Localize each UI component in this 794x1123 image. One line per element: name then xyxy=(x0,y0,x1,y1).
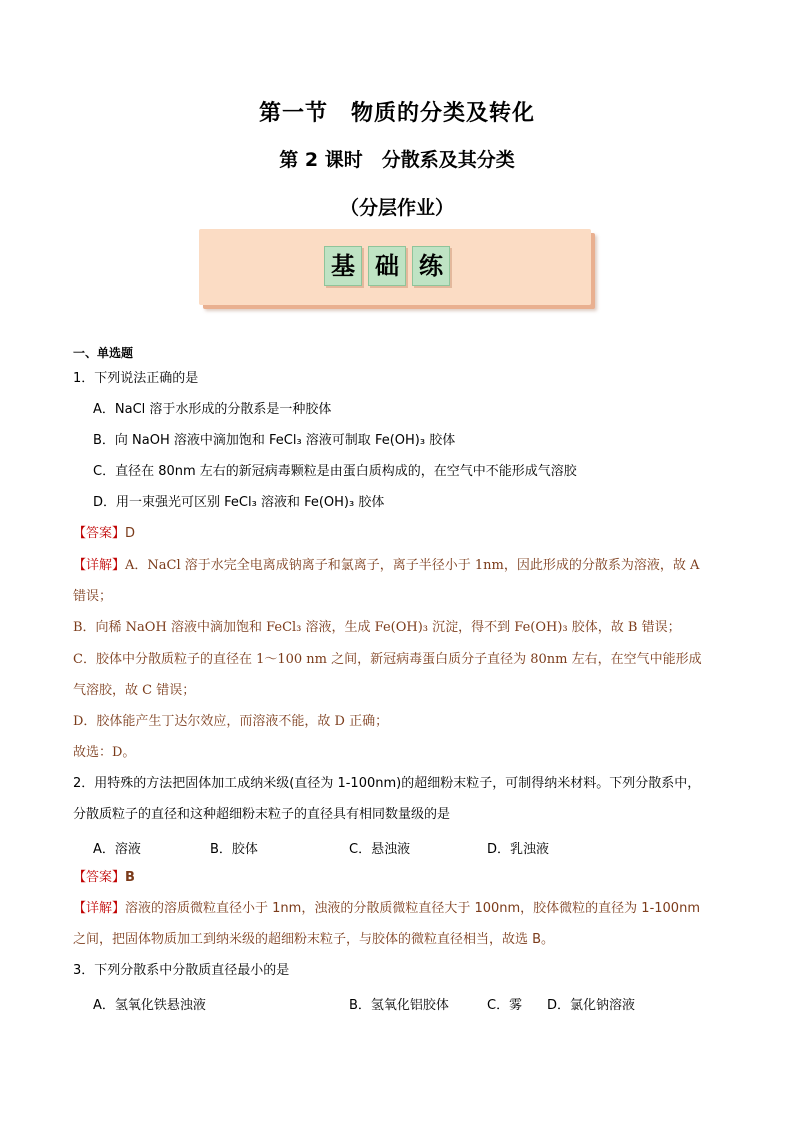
q1-answer xyxy=(73,525,135,543)
q1-option-c: C．直径在 80nm 左右的新冠病毒颗粒是由蛋白质构成的，在空气中不能形成气溶胶 xyxy=(93,464,577,479)
q2-stem-line: 2．用特殊的方法把固体加工成纳米级(直径为 1-100nm)的超细粉末粒子，可制得纳米材料。下列分散系中， xyxy=(73,776,701,791)
answer-label: 【答案】 xyxy=(73,870,126,885)
lesson-subtitle: 第 2 课时 分散系及其分类 xyxy=(279,149,515,171)
detail-text: A．NaCl 溶于水完全电离成钠离子和氯离子，离子半径小于 1nm，因此形成的分散系为溶液，故 A xyxy=(125,558,700,573)
detail-text: 溶液的溶质微粒直径小于 1nm，浊液的分散质微粒直径大于 100nm，胶体微粒的直径为 1-100nm xyxy=(125,901,700,916)
homework-tag: （分层作业） xyxy=(339,197,454,219)
q3-option-c: C．雾 xyxy=(487,998,523,1013)
q1-detail-line: 故选：D。 xyxy=(73,745,136,760)
q2-answer xyxy=(73,869,135,887)
section-heading: 一、单选题 xyxy=(73,346,134,360)
answer-label: 【答案】 xyxy=(73,526,126,541)
q2-option-c: C．悬浊液 xyxy=(349,842,411,857)
page-title: 第一节 物质的分类及转化 xyxy=(258,101,535,126)
q1-option-b: B．向 NaOH 溶液中滴加饱和 FeCl₃ 溶液可制取 Fe(OH)₃ 胶体 xyxy=(93,433,456,448)
q1-option-d: D．用一束强光可区别 FeCl₃ 溶液和 Fe(OH)₃ 胶体 xyxy=(93,495,385,510)
q3-option-d: D．氯化钠溶液 xyxy=(547,998,636,1013)
q2-option-b: B．胶体 xyxy=(210,842,258,857)
q3-stem: 3．下列分散系中分散质直径最小的是 xyxy=(73,963,290,978)
q1-option-a: A．NaCl 溶于水形成的分散系是一种胶体 xyxy=(93,402,332,417)
banner-char: 基 xyxy=(324,246,362,286)
q1-detail-line: D．胶体能产生丁达尔效应，而溶液不能，故 D 正确； xyxy=(73,714,389,729)
q1-detail-line: C．胶体中分散质粒子的直径在 1～100 nm 之间，新冠病毒蛋白质分子直径为 80nm 左右，在空气中能形成 xyxy=(73,652,702,667)
q2-option-a: A．溶液 xyxy=(93,842,141,857)
q1-detail-line: 气溶胶，故 C 错误； xyxy=(73,683,196,698)
q2-detail-line: 之间，把固体物质加工到纳米级的超细粉末粒子，与胶体的微粒直径相当，故选 B。 xyxy=(73,932,555,947)
q3-option-b: B．氢氧化铝胶体 xyxy=(349,998,449,1013)
q2-stem-line: 分散质粒子的直径和这种超细粉末粒子的直径具有相同数量级的是 xyxy=(73,807,451,822)
detail-label: 【详解】 xyxy=(73,901,126,916)
q2-detail-line xyxy=(73,900,700,918)
q1-detail-line: B．向稀 NaOH 溶液中滴加饱和 FeCl₃ 溶液，生成 Fe(OH)₃ 沉淀，得不到 Fe(OH)₃ 胶体，故 B 错误； xyxy=(73,620,681,635)
basic-practice-banner xyxy=(199,229,591,305)
q1-detail-line: 错误； xyxy=(73,589,113,604)
q2-option-d: D．乳浊液 xyxy=(487,842,550,857)
q1-detail-line xyxy=(73,557,699,575)
answer-value: D xyxy=(125,526,136,541)
q3-option-a: A．氢氧化铁悬浊液 xyxy=(93,998,206,1013)
answer-value: B xyxy=(125,870,135,885)
detail-label: 【详解】 xyxy=(73,558,126,573)
banner-char: 练 xyxy=(412,246,450,286)
q1-stem: 1．下列说法正确的是 xyxy=(73,371,199,386)
banner-char: 础 xyxy=(368,246,406,286)
